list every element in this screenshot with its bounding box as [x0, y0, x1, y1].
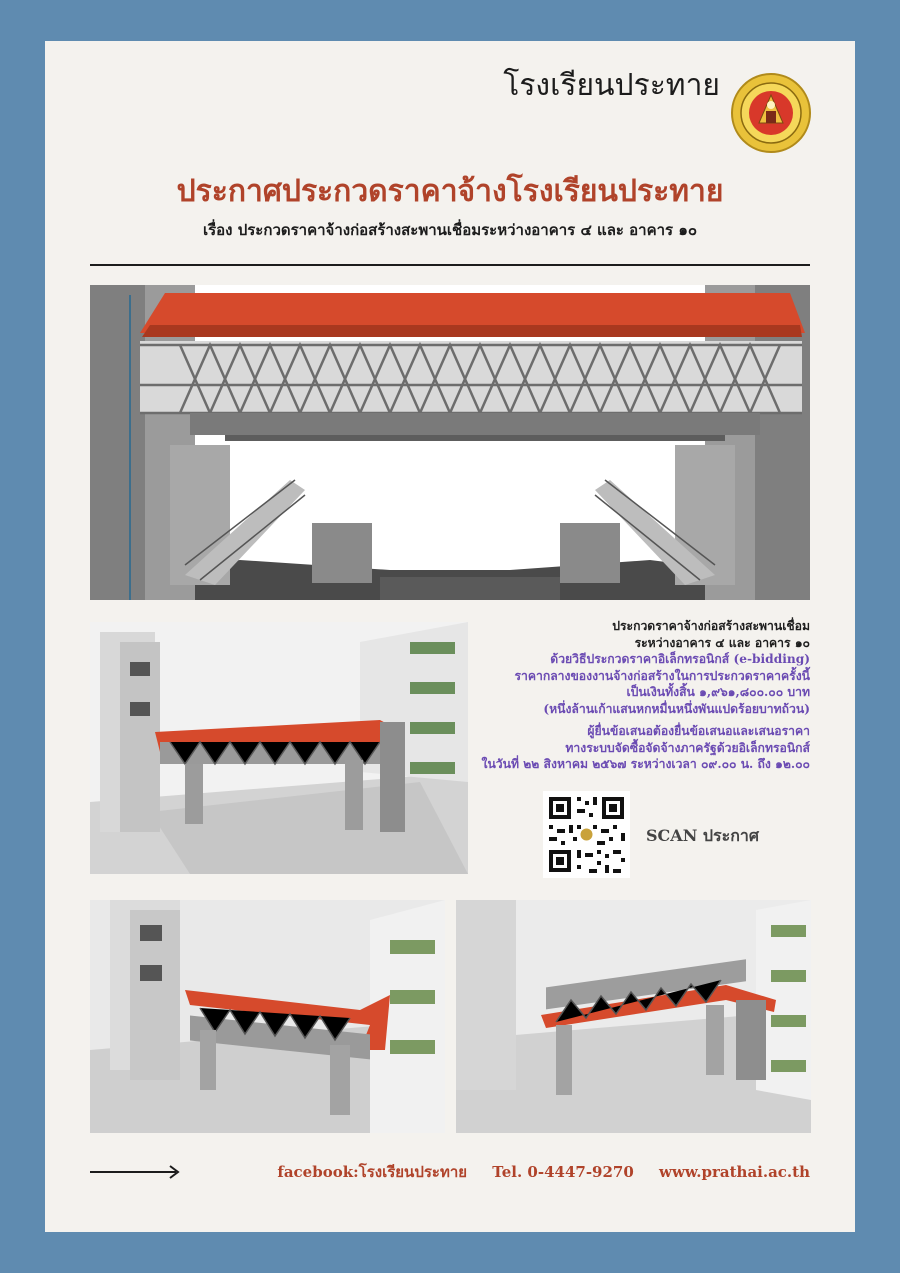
bridge-front-rendering — [90, 285, 810, 600]
page-subtitle: เรื่อง ประกวดราคาจ้างก่อสร้างสะพานเชื่อมระหว่างอาคาร ๔ และ อาคาร ๑๐ — [202, 221, 698, 239]
info-line-9: ในวันที่ ๒๒ สิงหาคม ๒๕๖๗ ระหว่างเวลา ๐๙.๐๐ น. ถึง ๑๒.๐๐ — [481, 757, 810, 771]
announcement-details — [420, 618, 810, 773]
bridge-perspective-rendering-3 — [456, 900, 811, 1133]
title-divider — [90, 264, 810, 266]
website-link[interactable]: www.prathai.ac.th — [659, 1163, 810, 1181]
info-line-3: ด้วยวิธีประกวดราคาอิเล็กทรอนิกส์ (e-bidding) — [550, 652, 810, 666]
qr-code[interactable] — [543, 791, 630, 878]
school-seal-icon — [731, 73, 811, 153]
info-line-8: ทางระบบจัดซื้อจัดจ้างภาครัฐด้วยอิเล็กทรอนิกส์ — [565, 740, 810, 755]
scan-label: SCAN ประกาศ — [646, 826, 760, 845]
info-line-7: ผู้ยื่นข้อเสนอต้องยื่นข้อเสนอและเสนอราคา — [587, 724, 810, 738]
bridge-perspective-rendering-1 — [90, 622, 468, 874]
phone-number[interactable]: Tel. 0-4447-9270 — [492, 1163, 634, 1181]
info-line-2: ระหว่างอาคาร ๔ และ อาคาร ๑๐ — [634, 635, 810, 650]
info-line-1: ประกวดราคาจ้างก่อสร้างสะพานเชื่อม — [612, 619, 810, 633]
info-line-6: (หนึ่งล้านเก้าแสนหกหมื่นหนึ่งพันแปดร้อยบาทถ้วน) — [543, 701, 810, 716]
bridge-perspective-rendering-2 — [90, 900, 445, 1133]
page-title: ประกาศประกวดราคาจ้างโรงเรียนประทาย — [176, 174, 724, 209]
school-name: โรงเรียนประทาย — [503, 68, 720, 103]
arrow-right-icon — [90, 1163, 182, 1181]
info-line-5: เป็นเงินทั้งสิ้น ๑,๙๖๑,๘๐๐.๐๐ บาท — [626, 685, 810, 699]
facebook-link[interactable]: facebook:โรงเรียนประทาย — [277, 1163, 468, 1181]
footer-contact — [200, 1160, 810, 1184]
info-line-4: ราคากลางของงานจ้างก่อสร้างในการประกวดราคาครั้งนี้ — [514, 668, 810, 683]
